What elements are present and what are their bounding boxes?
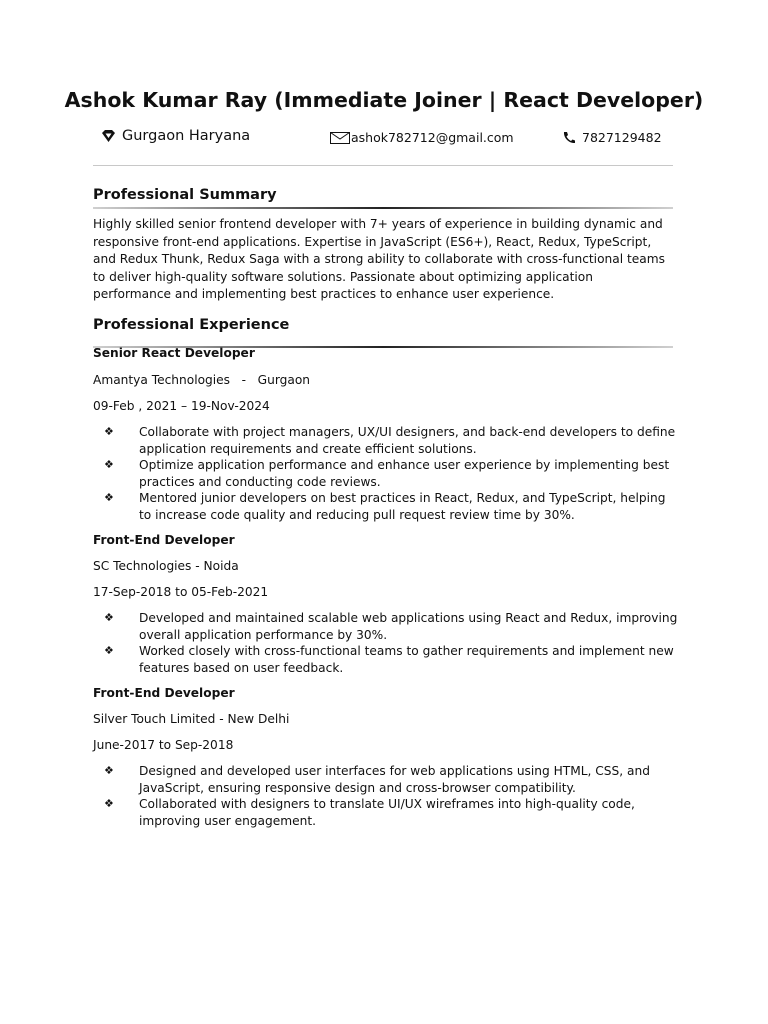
diamond-bullet-icon: ❖ [104, 611, 114, 624]
list-item: ❖ Worked closely with cross-functional teams to gather requirements and implement new features based on user feedback. [104, 644, 674, 675]
email-link[interactable]: ashok782712@gmail.com [351, 130, 514, 145]
page-title: Ashok Kumar Ray (Immediate Joiner | React Developer) [64, 88, 704, 112]
job-bullets [93, 424, 678, 523]
job-company: SC Technologies - Noida [93, 559, 239, 573]
diamond-bullet-icon: ❖ [104, 491, 114, 504]
job-bullets [93, 610, 678, 676]
diamond-bullet-icon: ❖ [104, 458, 114, 471]
job-role: Front-End Developer [93, 533, 235, 547]
header-divider [93, 165, 673, 166]
list-item: ❖ Collaborated with designers to translate UI/UX wireframes into high-quality code, improving user engagement. [104, 797, 635, 828]
location-text: Gurgaon Haryana [122, 128, 251, 144]
job-dates: June-2017 to Sep-2018 [93, 738, 234, 752]
job-dates: 17-Sep-2018 to 05-Feb-2021 [93, 585, 269, 599]
contact-phone [562, 130, 662, 145]
diamond-bullet-icon: ❖ [104, 764, 114, 777]
job-bullets [93, 763, 678, 829]
section-heading-summary: Professional Summary [93, 187, 277, 203]
list-item: ❖ Developed and maintained scalable web applications using React and Redux, improving overall application performance by 30%. [104, 611, 678, 642]
job-company: Amantya Technologies - Gurgaon [93, 373, 311, 387]
location-pin-icon [101, 129, 116, 143]
summary-text: Highly skilled senior frontend developer with 7+ years of experience in building dynamic and responsive front-end applications. Expertise in JavaScript (ES6+), React, Redux, TypeScript, and Redux Thunk, Redux Saga with a strong ability to collaborate with cross-functional teams to deliver high-quality software solutions. Passionate about optimizing application performance and implementing best practices to enhance user experience. [93, 217, 665, 302]
list-item: ❖ Mentored junior developers on best practices in React, Redux, and TypeScript, helping to increase code quality and reducing pull request review time by 30%. [104, 491, 666, 522]
envelope-icon [330, 132, 350, 144]
diamond-bullet-icon: ❖ [104, 797, 114, 810]
job-company: Silver Touch Limited - New Delhi [93, 712, 290, 726]
list-item: ❖ Optimize application performance and enhance user experience by implementing best practices and conducting code reviews. [104, 458, 670, 489]
list-item: ❖ Collaborate with project managers, UX/UI designers, and back-end developers to define application requirements and create efficient solutions. [104, 425, 676, 456]
diamond-bullet-icon: ❖ [104, 425, 114, 438]
diamond-bullet-icon: ❖ [104, 644, 114, 657]
phone-text: 7827129482 [582, 130, 662, 145]
section-rule-summary [93, 207, 673, 209]
job-dates: 09-Feb , 2021 – 19-Nov-2024 [93, 399, 270, 413]
list-item: ❖ Designed and developed user interfaces for web applications using HTML, CSS, and JavaScript, ensuring responsive design and cross-browser compatibility. [104, 764, 650, 795]
job-role: Senior React Developer [93, 346, 255, 360]
phone-icon [562, 131, 576, 144]
job-role: Front-End Developer [93, 686, 235, 700]
contact-location [101, 128, 250, 144]
contact-email [330, 130, 514, 145]
section-heading-experience: Professional Experience [93, 317, 290, 333]
